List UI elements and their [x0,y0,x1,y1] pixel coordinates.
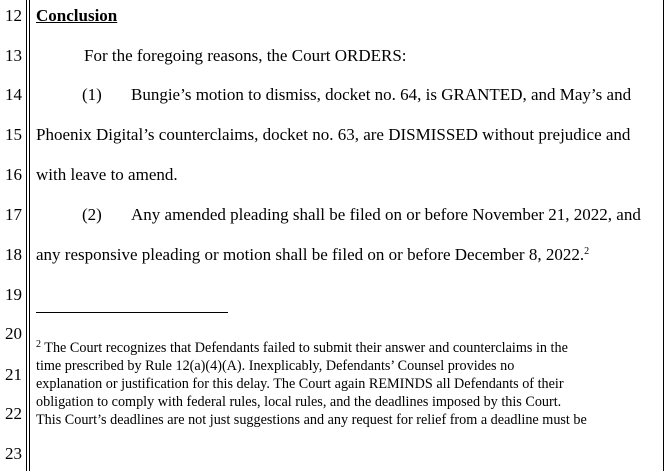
section-heading: Conclusion [36,6,118,25]
footnote-reference: 2 [584,246,590,257]
footnote-separator [36,312,228,313]
line-number: 19 [5,285,22,304]
item-2-number: (2) [82,205,102,224]
line-number: 18 [5,245,22,264]
line-number: 13 [5,46,22,65]
footnote-line-5: This Court’s deadlines are not just suggestions and any request for relief from a deadline must be [36,412,587,428]
item-2-line-1: Any amended pleading shall be filed on or before November 21, 2022, and [131,205,641,224]
intro-paragraph: For the foregoing reasons, the Court ORDERS: [84,46,407,65]
item-1-line-3: with leave to amend. [36,165,178,184]
left-margin-rule-outer [26,0,27,471]
item-1-line-2: Phoenix Digital’s counterclaims, docket no. 63, are DISMISSED without prejudice and [36,125,631,144]
line-number: 20 [5,324,22,343]
footnote-line-2: time prescribed by Rule 12(a)(4)(A). Inexplicably, Defendants’ Counsel provides no [36,358,515,374]
item-1-line-1: Bungie’s motion to dismiss, docket no. 64, is GRANTED, and May’s and [131,85,632,104]
line-number: 21 [5,365,22,384]
footnote-line-4: obligation to comply with federal rules, local rules, and the deadlines imposed by this Court. [36,394,562,410]
item-2-line-2 [36,245,589,265]
item-1-number: (1) [82,85,102,104]
line-number: 23 [5,444,22,463]
line-number: 12 [5,6,22,25]
line-number: 16 [5,165,22,184]
footnote-marker: 2 [36,339,41,350]
item-2-line-2-text: any responsive pleading or motion shall be filed on or before December 8, 2022. [36,245,585,264]
line-number: 15 [5,125,22,144]
line-number: 14 [5,85,22,104]
left-margin-rule-inner [29,0,30,471]
footnote-line-1-text: The Court recognizes that Defendants failed to submit their answer and counterclaims in the [41,340,568,356]
footnote-line-1 [36,339,568,359]
footnote-line-3: explanation or justification for this delay. The Court again REMINDS all Defendants of their [36,376,564,392]
line-number: 22 [5,404,22,423]
right-margin-rule [663,0,664,471]
line-number: 17 [5,205,22,224]
